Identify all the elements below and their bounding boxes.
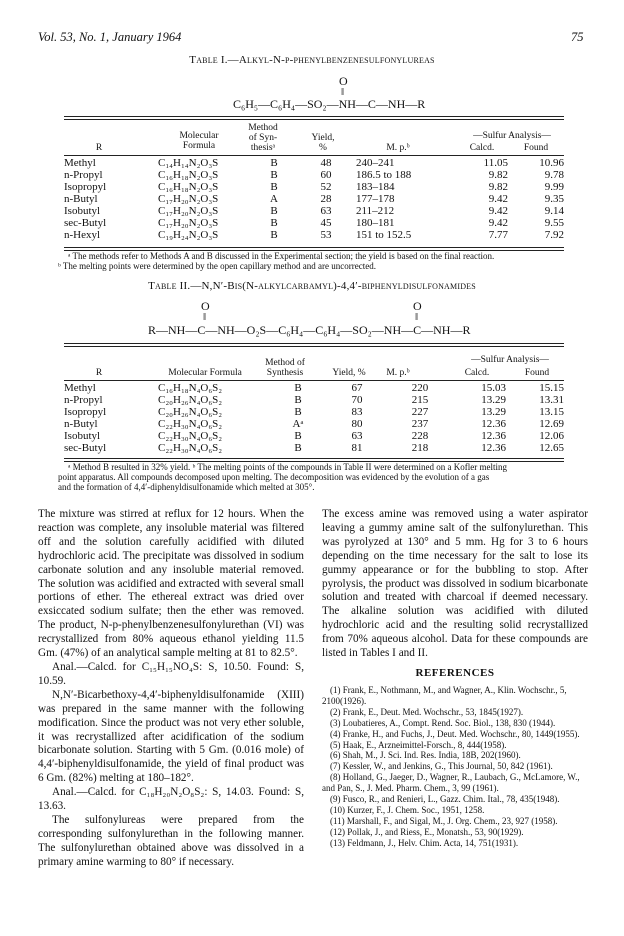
table1-cell: C₁₉H₂₄N₂O₃S: [158, 229, 219, 241]
table2-cell: 81: [351, 442, 363, 454]
table1-row: [64, 193, 564, 205]
table2-footnote-2: point apparatus. All compounds decomposed upon melting. The decomposition was evidenced by the evolution of a gas: [58, 472, 490, 482]
table1-cell: B: [270, 205, 278, 217]
reference-item: (1) Frank, E., Nothmann, M., and Wagner, A., Klin. Wochschr., 5, 2100(1926).: [322, 685, 567, 706]
reference-item: (10) Kurzer, F., J. Chem. Soc., 1951, 1258.: [330, 804, 485, 815]
table1-header-sulfur-label: Sulfur Analysis: [482, 131, 542, 141]
reference-item: (5) Haak, E., Arzneimittel-Forsch., 8, 444(1958).: [330, 739, 507, 750]
table2-row: [64, 442, 564, 454]
table2-cell: 15.03: [481, 382, 506, 394]
table1-row: [64, 157, 564, 169]
left-paragraph-anal-2: Anal.—Calcd. for C₁₈H₂₀N₂O₈S₂: S, 14.03. Found: S, 13.63.: [38, 786, 304, 813]
table2-cell: 12.36: [481, 442, 506, 454]
table1-header-rule: [64, 155, 564, 156]
table2-title-rest: —N,N′-Bis(N-alkylcarbamyl)-4,4′-biphenyldisulfonamides: [190, 280, 476, 292]
table1-footnote-a: ᵃ The methods refer to Methods A and B discussed in the Experimental section; the yield is based on the final reaction.: [68, 251, 495, 261]
left-paragraph-3: The sulfonylureas were prepared from the corresponding sulfonylurethan in the following manner. The sulfonylurethan obtained above was dissolved in a primary amine warming to 80° if necessary.: [38, 813, 304, 868]
table1-cell: C₁₇H₂₀N₂O₃S: [158, 205, 219, 217]
table2-cell: B: [294, 430, 302, 442]
table1-title-prefix: Table I.: [189, 54, 228, 66]
table2-header-formula: Molecular Formula: [168, 368, 242, 378]
right-column: [322, 508, 588, 661]
table1-cell: Isopropyl: [64, 181, 107, 193]
table2-cell: 13.29: [481, 394, 506, 406]
table2-cell: Isopropyl: [64, 406, 107, 418]
table1-cell: 9.78: [544, 169, 564, 181]
table1-row: [64, 217, 564, 229]
table1-title: [0, 54, 624, 66]
table2-row: [64, 430, 564, 442]
table2-cell: 215: [411, 394, 429, 406]
table2-title-prefix: Table II.: [148, 280, 191, 292]
table2-cell: 13.15: [539, 406, 564, 418]
table2-cell: C₂₂H₃₀N₄O₆S₂: [158, 418, 223, 430]
table2-top-rule: [64, 343, 564, 347]
table2-cell: B: [294, 442, 302, 454]
table1-cell: C₁₇H₂₀N₂O₃S: [158, 217, 219, 229]
table2-cell: C₂₂H₃₀N₄O₆S₂: [158, 442, 223, 454]
references-list: [322, 685, 588, 849]
table2-cell: 15.15: [539, 382, 564, 394]
table2-cell: 12.06: [539, 430, 564, 442]
table2-formula-oxygen-2: O: [413, 299, 422, 313]
right-paragraph-1: The excess amine was removed using a water aspirator leaving a gummy amine salt of the sulfonylurethan. This was pyrolyzed at 130° and 5 mm. Hg for 3 to 6 hours depending on the time necessary for the salt to lose its gummy appearance or for the bubbling to stop. After pyrolysis, the product was dissolved in sodium bicarbonate solution and treated with charcoal if deemed necessary. The alkaline solution was acidified with diluted hydrochloric acid and the resulting solid recrystallized from 70% aqueous alcohol. Data for these compounds are listed in Tables I and II.: [322, 508, 588, 660]
table1-cell: sec-Butyl: [64, 217, 107, 229]
table1-row: [64, 229, 564, 241]
table2-cell: n-Butyl: [64, 418, 98, 430]
table1-cell: 211–212: [356, 205, 395, 217]
table1-cell: B: [270, 217, 278, 229]
table1-row: [64, 205, 564, 217]
table1-header-calcd: Calcd.: [469, 143, 495, 153]
table2-cell: Aᵃ: [292, 418, 304, 430]
table1-cell: 53: [320, 229, 332, 241]
table2-cell: 80: [351, 418, 363, 430]
table1-cell: 7.92: [544, 229, 564, 241]
table1-cell: 177–178: [356, 193, 395, 205]
table2-cell: B: [294, 394, 302, 406]
table1-cell: B: [270, 169, 278, 181]
table1-cell: 180–181: [356, 217, 395, 229]
table1-formula: C₆H₅—C₆H₄—SO₂—NH—C—NH—R: [233, 97, 426, 111]
reference-item: (3) Loubatieres, A., Compt. Rend. Soc. Biol., 138, 830 (1944).: [330, 717, 556, 728]
table1-cell: 45: [320, 217, 332, 229]
table1-cell: 9.14: [544, 205, 564, 217]
table1-cell: 10.96: [539, 157, 564, 169]
table1-cell: n-Propyl: [64, 169, 103, 181]
reference-item: (8) Holland, G., Jaeger, D., Wagner, R., Laubach, G., McLamore, W., and Pan, S., J. Med. Pharm. Chem., 3, 99 (1961).: [322, 772, 580, 794]
table1-header-method: Method of Syn- thesisᵃ: [248, 123, 278, 153]
table1-cell: 11.05: [483, 157, 508, 169]
table2-header-r: R: [95, 368, 103, 378]
table1-cell: 186.5 to 188: [356, 169, 412, 181]
left-column: [38, 508, 304, 870]
table2-header-yield: Yield, %: [332, 368, 366, 378]
table1-cell: 9.42: [488, 193, 508, 205]
table2-cell: 70: [351, 394, 363, 406]
table1-cell: 7.77: [488, 229, 508, 241]
table1-cell: 28: [320, 193, 332, 205]
running-header-journal: Vol. 53, No. 1, January 1964: [38, 30, 182, 44]
table2-cell: B: [294, 382, 302, 394]
table1-cell: 52: [320, 181, 332, 193]
table1-cell: 9.82: [488, 169, 508, 181]
page-number: 75: [571, 30, 584, 44]
table1-cell: 183–184: [356, 181, 395, 193]
table2-cell: sec-Butyl: [64, 442, 107, 454]
table1-cell: B: [270, 181, 278, 193]
table1-cell: B: [270, 157, 278, 169]
table2-cell: 218: [411, 442, 429, 454]
table2-header-method: Method of Synthesis: [265, 358, 305, 378]
table2-cell: C₁₆H₁₈N₄O₆S₂: [158, 382, 223, 394]
table2-cell: Isobutyl: [64, 430, 101, 442]
table2-header-found: Found: [524, 368, 550, 378]
table1-header-found: Found: [523, 143, 549, 153]
table2-footnote-1: ᵃ Method B resulted in 32% yield. ᵇ The melting points of the compounds in Table II were determined on a Kofler melting: [68, 462, 507, 472]
table1-cell: 9.42: [488, 205, 508, 217]
table2-cell: 228: [411, 430, 429, 442]
table2-cell: n-Propyl: [64, 394, 103, 406]
table1-formula-oxygen: O: [339, 74, 348, 88]
table1-cell: 9.82: [488, 181, 508, 193]
table1-cell: n-Hexyl: [64, 229, 101, 241]
table1-header-yield: Yield, %: [311, 133, 335, 153]
table1-cell: 9.35: [544, 193, 564, 205]
table1-cell: C₁₄H₁₄N₂O₃S: [158, 157, 219, 169]
table2-header-rule: [64, 380, 564, 381]
reference-item: (4) Franke, H., and Fuchs, J., Deut. Med. Wochschr., 80, 1449(1955).: [330, 728, 580, 739]
table2-formula-double-bond-1: ‖: [203, 311, 207, 323]
table2-formula-oxygen-1: O: [201, 299, 210, 313]
reference-item: (2) Frank, E., Deut. Med. Wochschr., 53, 1845(1927).: [330, 706, 524, 717]
table1-header-mp: M. p.ᵇ: [386, 143, 410, 153]
table1-cell: 9.99: [544, 181, 564, 193]
left-paragraph-2: N,N′-Bicarbethoxy-4,4′-biphenyldisulfonamide (XIII) was prepared in the same manner with the following modification. Since the product was not very ether soluble, it was recrystallized after acidification of the sodium bicarbonate solution. Starting with 5 Gm. (0.016 mole) of 4,4′-biphenyldisulfonamide, the yield of final product was 6 Gm. (82%) melting at 180–182°.: [38, 688, 304, 785]
table2-row: [64, 418, 564, 430]
reference-item: (13) Feldmann, J., Helv. Chim. Acta, 14, 751(1931).: [330, 837, 519, 848]
table2-title: [0, 280, 624, 292]
table1-cell: 9.55: [544, 217, 564, 229]
table2-row: [64, 382, 564, 394]
table1-cell: B: [270, 229, 278, 241]
table2-cell: 12.65: [539, 442, 564, 454]
table1-row: [64, 169, 564, 181]
table1-top-rule: [64, 116, 564, 120]
table2-cell: 12.36: [481, 430, 506, 442]
table1-footnote-b: ᵇ The melting points were determined by the open capillary method and are uncorrected.: [58, 261, 377, 271]
table1-cell: C₁₇H₂₀N₂O₃S: [158, 193, 219, 205]
table2-cell: C₂₀H₂₆N₄O₆S₂: [158, 394, 223, 406]
table1-cell: Methyl: [64, 157, 96, 169]
table1-cell: 60: [320, 169, 332, 181]
table1-cell: Isobutyl: [64, 205, 101, 217]
left-paragraph-anal-1: Anal.—Calcd. for C₁₅H₁₅NO₄S: S, 10.50. Found: S, 10.59.: [38, 660, 304, 687]
reference-item: (7) Kessler, W., and Jenkins, G., This Journal, 50, 842 (1961).: [330, 761, 553, 772]
table2-cell: 13.29: [481, 406, 506, 418]
table2-cell: B: [294, 406, 302, 418]
table2-header-mp: M. p.ᵇ: [386, 368, 410, 378]
table2-cell: C₂₀H₂₆N₄O₆S₂: [158, 406, 223, 418]
table2-cell: 12.69: [539, 418, 564, 430]
table2-cell: 237: [411, 418, 429, 430]
table2-body: [64, 382, 564, 454]
table1-cell: 48: [320, 157, 332, 169]
table2-cell: Methyl: [64, 382, 96, 394]
table2-header-sulfur: —Sulfur Analysis—: [471, 355, 549, 365]
table1-cell: C₁₆H₁₈N₂O₃S: [158, 169, 219, 181]
table2-formula: R—NH—C—NH—O₂S—C₆H₄—C₆H₄—SO₂—NH—C—NH—R: [148, 323, 471, 337]
table1-header-r: R: [95, 143, 103, 153]
left-paragraph-1: The mixture was stirred at reflux for 12 hours. When the reaction was complete, any insoluble material was filtered off and the solution carefully acidified with diluted hydrochloric acid. The precipitate was dissolved in sodium carbonate solution and any insoluble material removed. The solution was acidified and extracted with several small portions of ether. The ethereal extract was dried over exsiccated sodium sulfate; then the ether was removed. The product, N-p-phenylbenzenesulfonylurethan (VI) was recrystallized from 80% aqueous ethanol yielding 11.5 Gm. (47%) of an analytical sample melting at 81 to 82.5°.: [38, 508, 304, 660]
reference-item: (6) Shah, M., J. Sci. Ind. Res. India, 18B, 202(1960).: [330, 750, 521, 761]
table1-row: [64, 181, 564, 193]
table1-title-rest: —Alkyl-N-p-phenylbenzenesulfonylureas: [227, 54, 435, 66]
references-heading: REFERENCES: [415, 667, 495, 679]
table2-cell: C₂₂H₃₀N₄O₆S₂: [158, 430, 223, 442]
table1-cell: 151 to 152.5: [356, 229, 412, 241]
table1-cell: 9.42: [488, 217, 508, 229]
reference-item: (9) Fusco, R., and Renieri, L., Gazz. Chim. Ital., 78, 435(1948).: [330, 794, 560, 805]
table2-cell: 13.31: [539, 394, 564, 406]
table2-cell: 12.36: [481, 418, 506, 430]
table2-cell: 63: [351, 430, 363, 442]
table2-cell: 67: [351, 382, 363, 394]
table2-header-calcd: Calcd.: [464, 368, 490, 378]
table2-header-sulfur-label: Sulfur Analysis: [480, 355, 540, 365]
table1-header-formula: Molecular Formula: [179, 131, 219, 151]
table2-cell: 83: [351, 406, 363, 418]
table1-cell: C₁₆H₁₈N₂O₃S: [158, 181, 219, 193]
table2-formula-double-bond-2: ‖: [415, 311, 419, 323]
reference-item: (11) Marshall, F., and Sigal, M., J. Org. Chem., 23, 927 (1958).: [330, 815, 558, 826]
table1-cell: 63: [320, 205, 332, 217]
table1-body: [64, 157, 564, 241]
table2-cell: 220: [411, 382, 429, 394]
table1-cell: A: [270, 193, 278, 205]
reference-item: (12) Pollak, J., and Riess, E., Monatsh., 53, 90(1929).: [330, 826, 524, 837]
table1-cell: 240–241: [356, 157, 395, 169]
table2-cell: 227: [411, 406, 429, 418]
table1-header-sulfur: —Sulfur Analysis—: [473, 131, 551, 141]
table2-row: [64, 406, 564, 418]
table2-footnote-3: and the formation of 4,4′-diphenyldisulfonamide which melted at 305°.: [58, 482, 315, 492]
table2-row: [64, 394, 564, 406]
table1-cell: n-Butyl: [64, 193, 98, 205]
table1-formula-double-bond: ‖: [341, 86, 345, 98]
